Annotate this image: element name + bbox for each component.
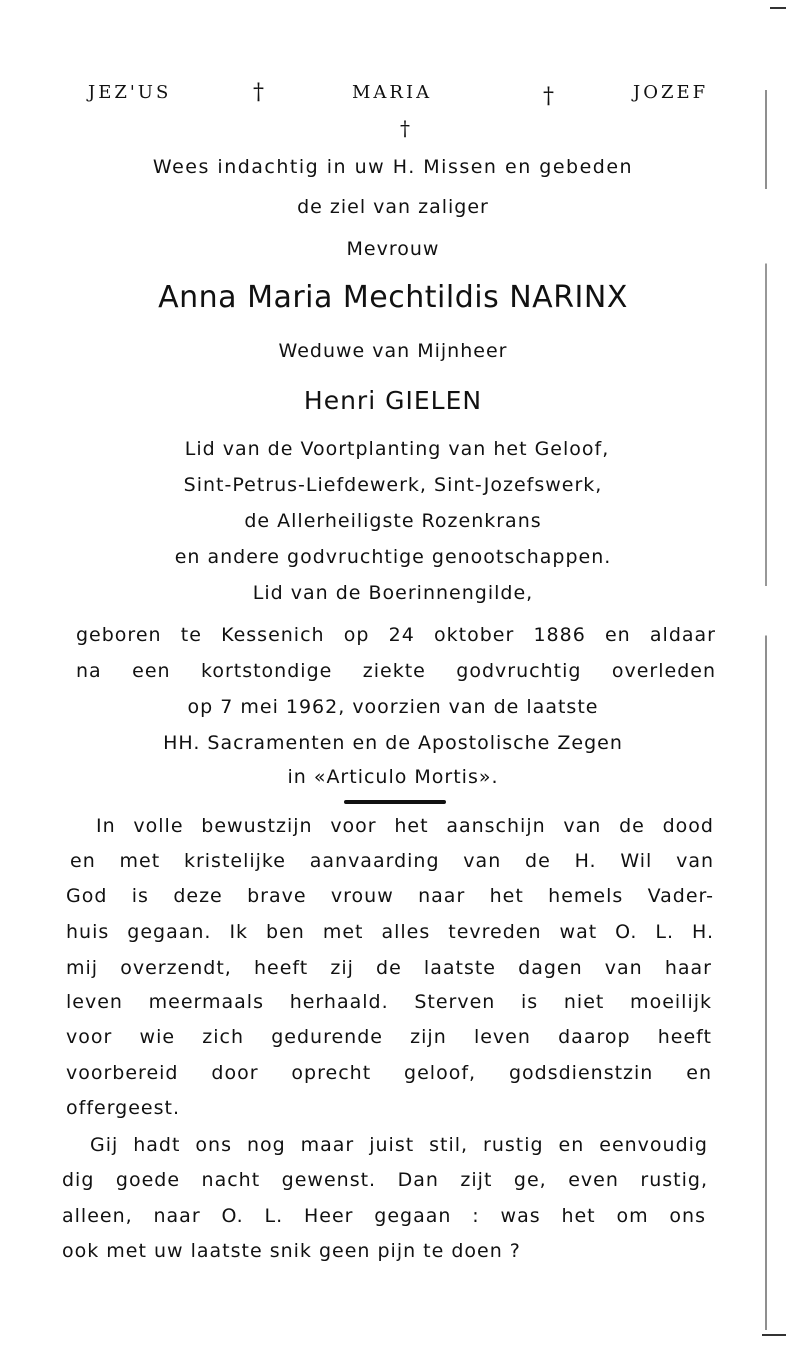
paragraph2-line-1: Gij hadt ons nog maar juist stil, rustig en eenvoudig bbox=[90, 1134, 708, 1156]
relation-line: Weduwe van Mijnheer bbox=[278, 340, 508, 362]
paragraph2-line-4: ook met uw laatste snik geen pijn te doen ? bbox=[62, 1240, 521, 1262]
life-line-5: in «Articulo Mortis». bbox=[287, 766, 499, 788]
intro-line-1: Wees indachtig in uw H. Missen en gebeden bbox=[152, 156, 634, 178]
paragraph2-line-3: alleen, naar O. L. Heer gegaan : was het om ons bbox=[62, 1205, 706, 1227]
divider-rule bbox=[344, 800, 446, 804]
intro-line-3: Mevrouw bbox=[346, 238, 440, 260]
header-jezus: JEZ'US bbox=[88, 82, 172, 103]
membership-line-4: en andere godvruchtige genootschappen. bbox=[174, 546, 612, 568]
paragraph1-line-2: en met kristelijke aanvaarding van de H. Wil van bbox=[70, 850, 714, 872]
membership-line-1: Lid van de Voortplanting van het Geloof, bbox=[184, 438, 610, 460]
intro-line-2: de ziel van zaliger bbox=[297, 196, 489, 218]
paragraph1-line-1: In volle bewustzijn voor het aanschijn van de dood bbox=[96, 815, 714, 837]
life-line-3: op 7 mei 1962, voorzien van de laatste bbox=[187, 696, 599, 718]
husband-name: Henri GIELEN bbox=[303, 386, 483, 415]
cross-icon: † bbox=[400, 116, 410, 140]
paragraph1-line-5: mij overzendt, heeft zij de laatste dagen van haar bbox=[66, 957, 712, 979]
paragraph2-line-2: dig goede nacht gewenst. Dan zijt ge, even rustig, bbox=[62, 1169, 708, 1191]
deceased-name: Anna Maria Mechtildis NARINX bbox=[158, 280, 628, 315]
life-line-2: na een kortstondige ziekte godvruchtig overleden bbox=[76, 660, 716, 682]
membership-line-5: Lid van de Boerinnengilde, bbox=[252, 582, 534, 604]
paragraph1-line-4: huis gegaan. Ik ben met alles tevreden wat O. L. H. bbox=[66, 921, 714, 943]
paragraph1-line-6: leven meermaals herhaald. Sterven is niet moeilijk bbox=[66, 991, 712, 1013]
invocation-header bbox=[0, 82, 786, 112]
paragraph1-line-8: voorbereid door oprecht geloof, godsdienstzin en bbox=[66, 1062, 712, 1084]
paragraph1-line-3: God is deze brave vrouw naar het hemels Vader- bbox=[66, 885, 714, 907]
cross-icon: † bbox=[253, 80, 264, 105]
paragraph1-line-7: voor wie zich gedurende zijn leven daarop heeft bbox=[66, 1026, 712, 1048]
life-line-4: HH. Sacramenten en de Apostolische Zegen bbox=[163, 732, 623, 754]
cross-icon: † bbox=[543, 84, 554, 109]
header-maria: MARIA bbox=[352, 82, 433, 103]
crop-mark-top-right bbox=[770, 7, 786, 9]
crop-mark-bottom-right bbox=[762, 1334, 786, 1336]
membership-line-2: Sint-Petrus-Liefdewerk, Sint-Jozefswerk, bbox=[183, 474, 603, 496]
header-jozef: JOZEF bbox=[633, 82, 709, 103]
life-line-1: geboren te Kessenich op 24 oktober 1886 en aldaar bbox=[76, 624, 716, 646]
paragraph1-line-9: offergeest. bbox=[66, 1097, 180, 1119]
membership-line-3: de Allerheiligste Rozenkrans bbox=[244, 510, 542, 532]
